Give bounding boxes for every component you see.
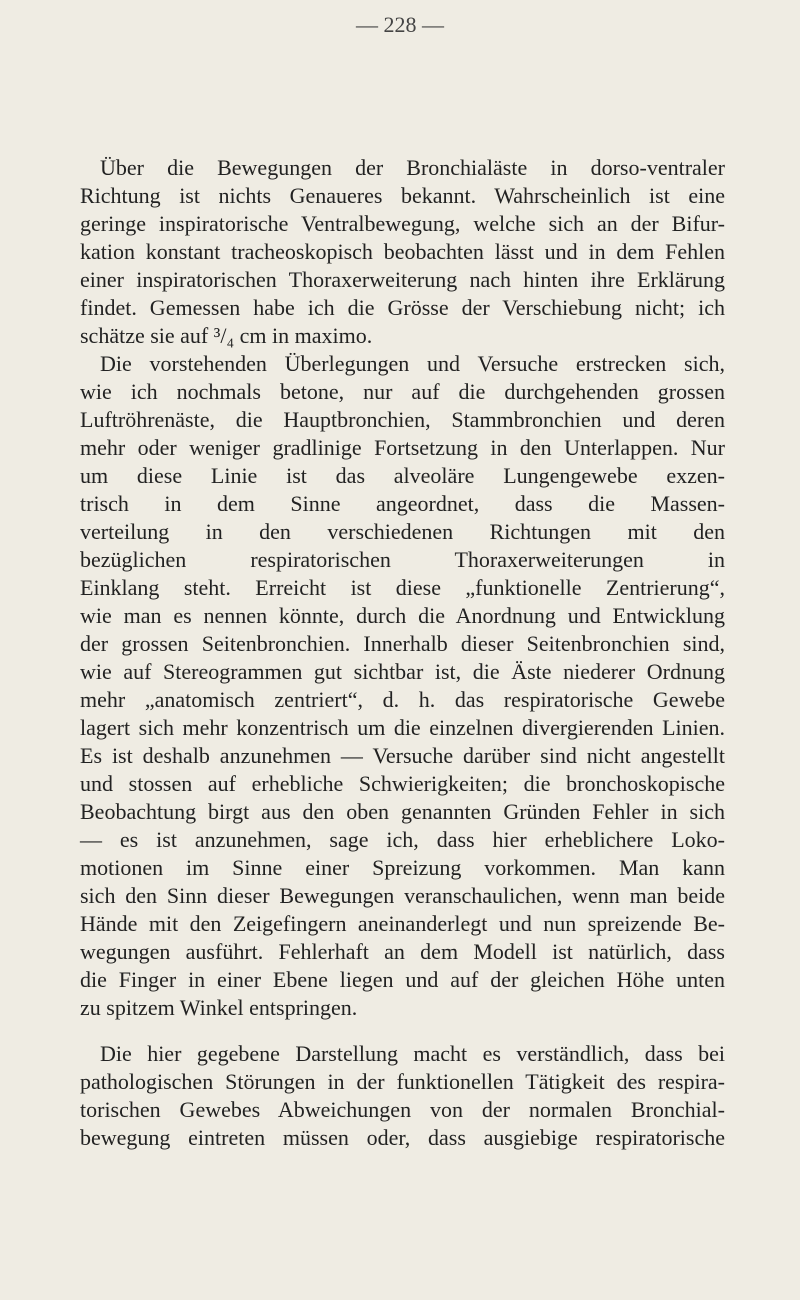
text-line: Richtung ist nichts Genaueres bekannt. Wahrscheinlich ist eine bbox=[80, 183, 725, 208]
text-line: bewegung eintreten müssen oder, dass ausgiebige respiratorische bbox=[80, 1125, 725, 1150]
text-line: mehr „anatomisch zentriert“, d. h. das respiratorische Gewebe bbox=[80, 687, 725, 712]
text-line: Einklang steht. Erreicht ist diese „funktionelle Zentrierung“, bbox=[80, 575, 725, 600]
text-line: Es ist deshalb anzunehmen — Versuche darüber sind nicht angestellt bbox=[80, 743, 725, 768]
text-line: wie ich nochmals betone, nur auf die durchgehenden grossen bbox=[80, 379, 725, 404]
text-line: und stossen auf erhebliche Schwierigkeiten; die bronchoskopische bbox=[80, 771, 725, 796]
text-line: wegungen ausführt. Fehlerhaft an dem Modell ist natürlich, dass bbox=[80, 939, 725, 964]
text-line: findet. Gemessen habe ich die Grösse der Verschiebung nicht; ich bbox=[80, 295, 725, 320]
text-line: Beobachtung birgt aus den oben genannten Gründen Fehler in sich bbox=[80, 799, 725, 824]
text-line: zu spitzem Winkel entspringen. bbox=[80, 995, 358, 1020]
text-line: pathologischen Störungen in der funktionellen Tätigkeit des respira- bbox=[80, 1069, 725, 1094]
text-line: geringe inspiratorische Ventralbewegung, welche sich an der Bifur- bbox=[80, 211, 725, 236]
text-line: motionen im Sinne einer Spreizung vorkommen. Man kann bbox=[80, 855, 725, 880]
text-line: einer inspiratorischen Thoraxerweiterung nach hinten ihre Erklärung bbox=[80, 267, 725, 292]
text-line: lagert sich mehr konzentrisch um die einzelnen divergierenden Linien. bbox=[80, 715, 725, 740]
text-line: kation konstant tracheoskopisch beobachten lässt und in dem Fehlen bbox=[80, 239, 725, 264]
text-line: schätze sie auf ³/₄ cm in maximo. bbox=[80, 323, 373, 348]
text-line: der grossen Seitenbronchien. Innerhalb dieser Seitenbronchien sind, bbox=[80, 631, 725, 656]
text-line: verteilung in den verschiedenen Richtungen mit den bbox=[80, 519, 725, 544]
text-line: torischen Gewebes Abweichungen von der normalen Bronchial- bbox=[80, 1097, 725, 1122]
text-line: die Finger in einer Ebene liegen und auf der gleichen Höhe unten bbox=[80, 967, 725, 992]
text-line: mehr oder weniger gradlinige Fortsetzung in den Unterlappen. Nur bbox=[80, 435, 725, 460]
text-line: Hände mit den Zeigefingern aneinanderlegt und nun spreizende Be- bbox=[80, 911, 725, 936]
text-line: Die hier gegebene Darstellung macht es verständlich, dass bei bbox=[100, 1041, 725, 1066]
text-line: bezüglichen respiratorischen Thoraxerweiterungen in bbox=[80, 547, 725, 572]
text-line: sich den Sinn dieser Bewegungen veranschaulichen, wenn man beide bbox=[80, 883, 725, 908]
text-line: um diese Linie ist das alveoläre Lungengewebe exzen- bbox=[80, 463, 725, 488]
text-line: — es ist anzunehmen, sage ich, dass hier erheblichere Loko- bbox=[80, 827, 725, 852]
text-line: trisch in dem Sinne angeordnet, dass die Massen- bbox=[80, 491, 725, 516]
text-line: wie auf Stereogrammen gut sichtbar ist, die Äste niederer Ordnung bbox=[80, 659, 725, 684]
text-line: Luftröhrenäste, die Hauptbronchien, Stammbronchien und deren bbox=[80, 407, 725, 432]
page-number: — 228 — bbox=[356, 12, 444, 37]
text-line: wie man es nennen könnte, durch die Anordnung und Entwicklung bbox=[80, 603, 725, 628]
text-line: Die vorstehenden Überlegungen und Versuche erstrecken sich, bbox=[100, 351, 725, 376]
text-line: Über die Bewegungen der Bronchialäste in dorso-ventraler bbox=[100, 155, 725, 180]
